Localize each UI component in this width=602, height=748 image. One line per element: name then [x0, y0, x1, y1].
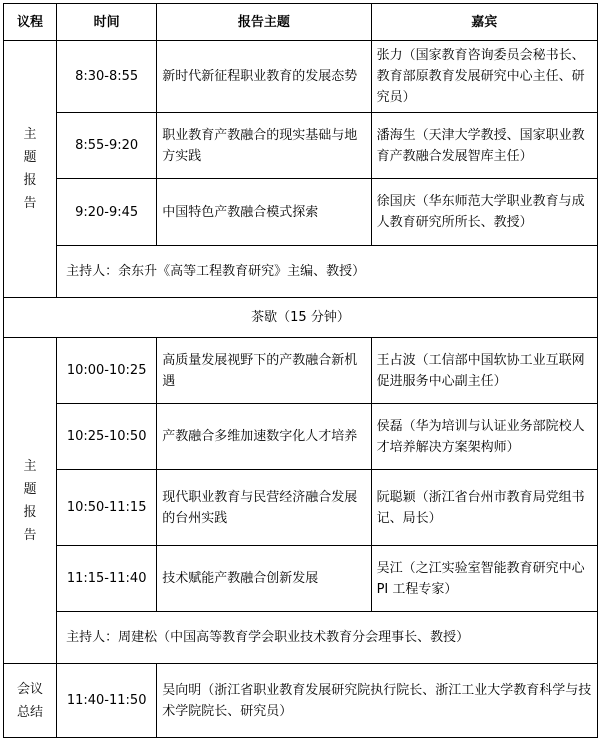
session-time: 8:55-9:20	[57, 113, 157, 179]
agenda-table	[3, 3, 598, 738]
session-time: 10:50-11:15	[57, 470, 157, 546]
summary-row	[4, 664, 598, 738]
tea-break-row	[4, 298, 598, 338]
section1-label: 主 题 报 告	[4, 41, 57, 298]
session-topic: 技术赋能产教融合创新发展	[157, 546, 371, 612]
session-guest: 吴江（之江实验室智能教育研究中心 PI 工程专家）	[371, 546, 597, 612]
session-time: 8:30-8:55	[57, 41, 157, 113]
session-time: 10:00-10:25	[57, 338, 157, 404]
table-row	[4, 41, 598, 113]
header-agenda: 议程	[4, 4, 57, 41]
session-guest: 侯磊（华为培训与认证业务部院校人才培养解决方案架构师）	[371, 404, 597, 470]
summary-label: 会议 总结	[4, 664, 57, 738]
table-row	[4, 470, 598, 546]
host-row	[4, 246, 598, 298]
tea-break: 茶歇（15 分钟）	[4, 298, 598, 338]
table-row	[4, 404, 598, 470]
header-guest: 嘉宾	[371, 4, 597, 41]
table-row	[4, 546, 598, 612]
session-guest: 潘海生（天津大学教授、国家职业教育产教融合发展智库主任）	[371, 113, 597, 179]
session-topic: 新时代新征程职业教育的发展态势	[157, 41, 371, 113]
header-row	[4, 4, 598, 41]
session-guest: 徐国庆（华东师范大学职业教育与成人教育研究所所长、教授）	[371, 179, 597, 246]
summary-time: 11:40-11:50	[57, 664, 157, 738]
session-topic: 现代职业教育与民营经济融合发展的台州实践	[157, 470, 371, 546]
section2-label: 主 题 报 告	[4, 338, 57, 664]
host-row	[4, 612, 598, 664]
session-time: 9:20-9:45	[57, 179, 157, 246]
summary-guest: 吴向明（浙江省职业教育发展研究院执行院长、浙江工业大学教育科学与技术学院院长、研究员）	[157, 664, 598, 738]
header-time: 时间	[57, 4, 157, 41]
header-topic: 报告主题	[157, 4, 371, 41]
session-topic: 职业教育产教融合的现实基础与地方实践	[157, 113, 371, 179]
session-time: 11:15-11:40	[57, 546, 157, 612]
session-guest: 阮聪颖（浙江省台州市教育局党组书记、局长）	[371, 470, 597, 546]
table-row	[4, 113, 598, 179]
session-topic: 产教融合多维加速数字化人才培养	[157, 404, 371, 470]
session-topic: 高质量发展视野下的产教融合新机遇	[157, 338, 371, 404]
table-row	[4, 338, 598, 404]
section2-host: 主持人：周建松（中国高等教育学会职业技术教育分会理事长、教授）	[57, 612, 598, 664]
section1-host: 主持人：余东升《高等工程教育研究》主编、教授）	[57, 246, 598, 298]
session-guest: 张力（国家教育咨询委员会秘书长、教育部原教育发展研究中心主任、研究员）	[371, 41, 597, 113]
table-row	[4, 179, 598, 246]
session-topic: 中国特色产教融合模式探索	[157, 179, 371, 246]
session-time: 10:25-10:50	[57, 404, 157, 470]
session-guest: 王占波（工信部中国软协工业互联网促进服务中心副主任）	[371, 338, 597, 404]
